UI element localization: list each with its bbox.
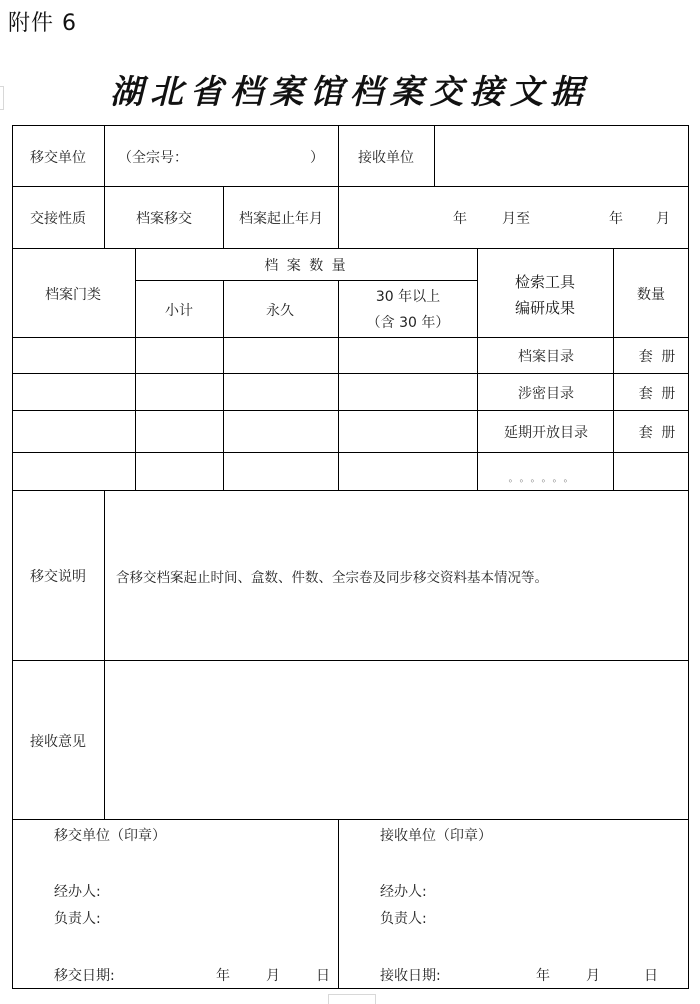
- receiving-date-day: 日: [644, 968, 658, 984]
- tool-row-unit: 套 册: [638, 425, 678, 441]
- archive-quantity-label: 档 案 数 量: [264, 258, 348, 274]
- cell-divider: [223, 186, 224, 249]
- form-border-left: [12, 125, 13, 989]
- receiving-date-month: 月: [586, 968, 600, 984]
- start-month-to-unit: 月至: [502, 211, 530, 227]
- cell-divider: [135, 248, 136, 491]
- row-divider: [12, 373, 689, 374]
- transfer-date-label: 移交日期:: [54, 968, 115, 984]
- tool-row-name: 涉密目录: [518, 386, 574, 402]
- row-divider: [12, 819, 689, 820]
- row-divider: [12, 337, 689, 338]
- thirty-years-label: 30 年以上: [375, 289, 441, 305]
- receiving-handler-label: 经办人:: [380, 884, 427, 900]
- transfer-date-month: 月: [266, 968, 280, 984]
- form-border-right: [688, 125, 689, 989]
- row-divider: [12, 186, 689, 187]
- cell-divider: [104, 490, 105, 820]
- row-divider: [12, 452, 689, 453]
- fonds-number-suffix: ）: [310, 150, 324, 166]
- cell-divider: [338, 125, 339, 187]
- transfer-date-year: 年: [216, 968, 230, 984]
- receiving-date-label: 接收日期:: [380, 968, 441, 984]
- transfer-unit-label: 移交单位: [30, 150, 86, 166]
- attachment-label: 附件 6: [8, 11, 77, 36]
- row-divider: [12, 248, 689, 249]
- cell-divider: [104, 125, 105, 187]
- cell-divider: [338, 280, 339, 491]
- quantity-subheader-line: [135, 280, 478, 281]
- subtotal-label: 小计: [165, 303, 193, 319]
- end-month-unit: 月: [656, 211, 670, 227]
- cell-divider: [104, 186, 105, 249]
- row-divider: [12, 410, 689, 411]
- cell-divider: [434, 125, 435, 187]
- receiving-unit-seal: 接收单位（印章）: [380, 828, 492, 844]
- row-divider: [12, 660, 689, 661]
- transfer-handler-label: 经办人:: [54, 884, 101, 900]
- receiving-opinion-label: 接收意见: [30, 734, 86, 750]
- cell-divider: [613, 248, 614, 491]
- receiving-unit-label: 接收单位: [358, 150, 414, 166]
- transfer-responsible-label: 负责人:: [54, 911, 101, 927]
- cell-divider: [477, 248, 478, 491]
- archive-category-label: 档案门类: [45, 287, 101, 303]
- end-year-unit: 年: [609, 211, 623, 227]
- receiving-date-year: 年: [536, 968, 550, 984]
- form-border-bottom: [12, 988, 689, 989]
- transfer-notes-content: 含移交档案起止时间、盒数、件数、全宗卷及同步移交资料基本情况等。: [116, 570, 548, 586]
- transfer-unit-seal: 移交单位（印章）: [54, 828, 166, 844]
- cell-divider: [338, 819, 339, 989]
- receiving-responsible-label: 负责人:: [380, 911, 427, 927]
- date-range-label: 档案起止年月: [239, 211, 323, 227]
- tool-row-name: 档案目录: [518, 349, 574, 365]
- tool-row-name: 延期开放目录: [504, 425, 588, 441]
- transfer-notes-label: 移交说明: [30, 569, 86, 585]
- tool-row-unit: 套 册: [638, 349, 678, 365]
- thirty-years-note: （含 30 年）: [366, 315, 450, 331]
- start-year-unit: 年: [453, 211, 467, 227]
- handover-nature-label: 交接性质: [30, 211, 86, 227]
- tool-row-ellipsis: 。。。。。。: [508, 473, 580, 485]
- transfer-date-day: 日: [316, 968, 330, 984]
- compilation-results-label: 编研成果: [514, 299, 576, 317]
- count-label: 数量: [637, 287, 665, 303]
- handover-nature-value: 档案移交: [136, 211, 192, 227]
- row-divider: [12, 490, 689, 491]
- permanent-label: 永久: [266, 303, 294, 319]
- cell-divider: [338, 186, 339, 249]
- document-title: 湖北省档案馆档案交接文据: [110, 72, 590, 111]
- cell-divider: [223, 280, 224, 491]
- form-border-top: [12, 125, 689, 126]
- fonds-number-prefix: （全宗号：: [118, 150, 188, 166]
- tool-row-unit: 套 册: [638, 386, 678, 402]
- receiving-unit-field[interactable]: [441, 130, 681, 184]
- retrieval-tools-label: 检索工具: [514, 273, 576, 291]
